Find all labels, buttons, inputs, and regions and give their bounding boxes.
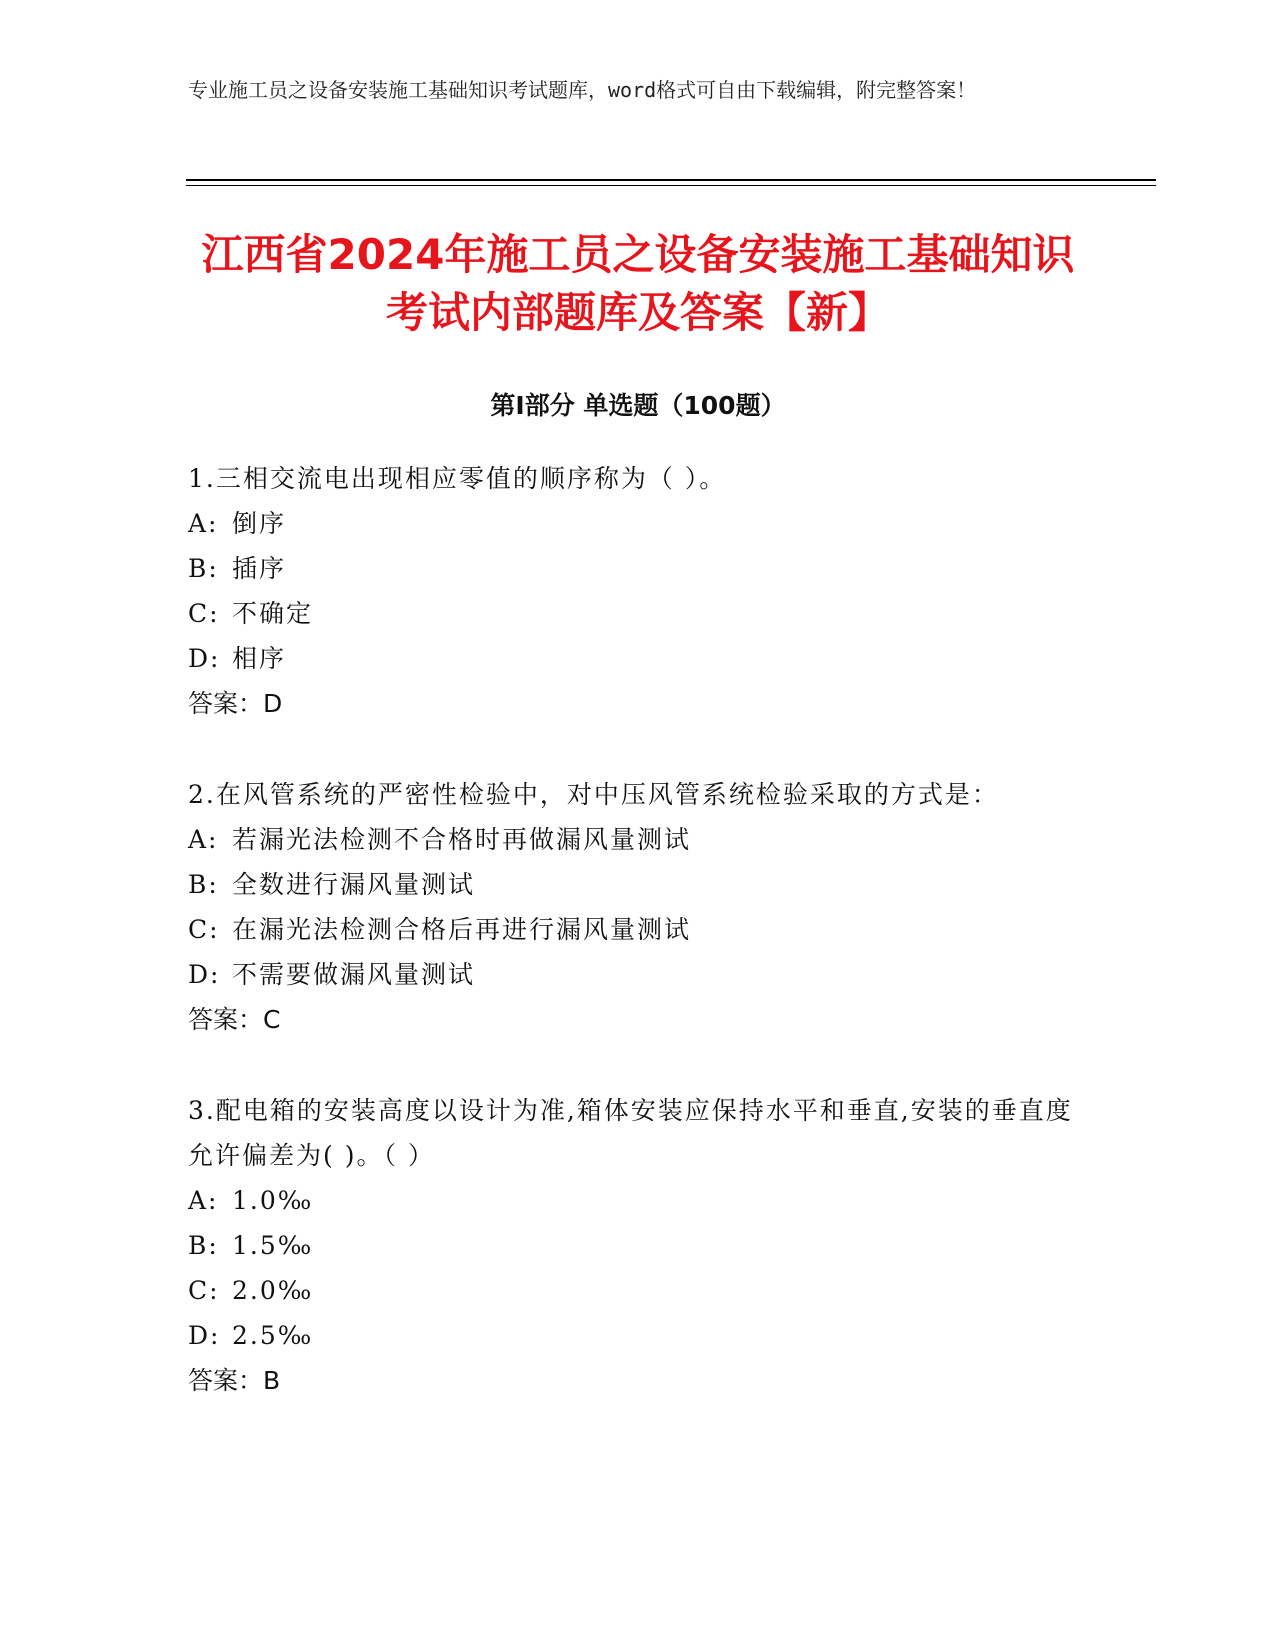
option-b bbox=[188, 862, 1088, 907]
header-rule-thin bbox=[186, 185, 1156, 186]
question-1 bbox=[188, 456, 1088, 726]
question-stem: 1.三相交流电出现相应零值的顺序称为（ ）。 bbox=[188, 464, 727, 493]
option-text: 不确定 bbox=[232, 599, 314, 628]
option-letter: B: bbox=[188, 1231, 219, 1260]
option-text: 2.0‰ bbox=[232, 1276, 314, 1305]
option-letter: B: bbox=[188, 554, 219, 583]
answer: 答案：B bbox=[188, 1366, 281, 1395]
option-letter: A: bbox=[188, 1186, 219, 1215]
option-text: 在漏光法检测合格后再进行漏风量测试 bbox=[232, 915, 692, 944]
option-letter: C: bbox=[188, 915, 220, 944]
question-stem: 3.配电箱的安装高度以设计为准,箱体安装应保持水平和垂直,安装的垂直度允许偏差为( )。（ ） bbox=[188, 1096, 1073, 1170]
option-b bbox=[188, 546, 1088, 591]
option-c bbox=[188, 591, 1088, 636]
question-3 bbox=[188, 1088, 1088, 1403]
header-note: 专业施工员之设备安装施工基础知识考试题库，word格式可自由下载编辑，附完整答案！ bbox=[188, 78, 977, 102]
option-a bbox=[188, 817, 1088, 862]
option-text: 若漏光法检测不合格时再做漏风量测试 bbox=[232, 825, 692, 854]
option-text: 1.5‰ bbox=[232, 1231, 314, 1260]
option-letter: D: bbox=[188, 1321, 221, 1350]
answer: 答案：C bbox=[188, 1005, 281, 1034]
document-title: 江西省2024年施工员之设备安装施工基础知识考试内部题库及答案【新】 bbox=[201, 230, 1075, 337]
option-a bbox=[188, 1178, 1088, 1223]
option-text: 全数进行漏风量测试 bbox=[232, 870, 476, 899]
option-d bbox=[188, 952, 1088, 997]
option-text: 插序 bbox=[232, 554, 287, 583]
question-2 bbox=[188, 772, 1088, 1042]
option-b bbox=[188, 1223, 1088, 1268]
option-text: 1.0‰ bbox=[232, 1186, 314, 1215]
option-letter: C: bbox=[188, 1276, 220, 1305]
option-d bbox=[188, 636, 1088, 681]
option-d bbox=[188, 1313, 1088, 1358]
option-letter: A: bbox=[188, 825, 219, 854]
option-a bbox=[188, 501, 1088, 546]
option-letter: A: bbox=[188, 509, 219, 538]
option-letter: B: bbox=[188, 870, 219, 899]
question-stem: 2.在风管系统的严密性检验中，对中压风管系统检验采取的方式是： bbox=[188, 780, 999, 809]
option-text: 2.5‰ bbox=[232, 1321, 314, 1350]
option-letter: D: bbox=[188, 960, 221, 989]
option-c bbox=[188, 907, 1088, 952]
option-text: 不需要做漏风量测试 bbox=[232, 960, 476, 989]
option-text: 相序 bbox=[232, 644, 287, 673]
section-title: 第Ⅰ部分 单选题（100题） bbox=[490, 391, 786, 420]
header-rule-thick bbox=[186, 179, 1156, 181]
answer: 答案：D bbox=[188, 689, 283, 718]
option-letter: C: bbox=[188, 599, 220, 628]
option-text: 倒序 bbox=[232, 509, 287, 538]
option-letter: D: bbox=[188, 644, 221, 673]
option-c bbox=[188, 1268, 1088, 1313]
